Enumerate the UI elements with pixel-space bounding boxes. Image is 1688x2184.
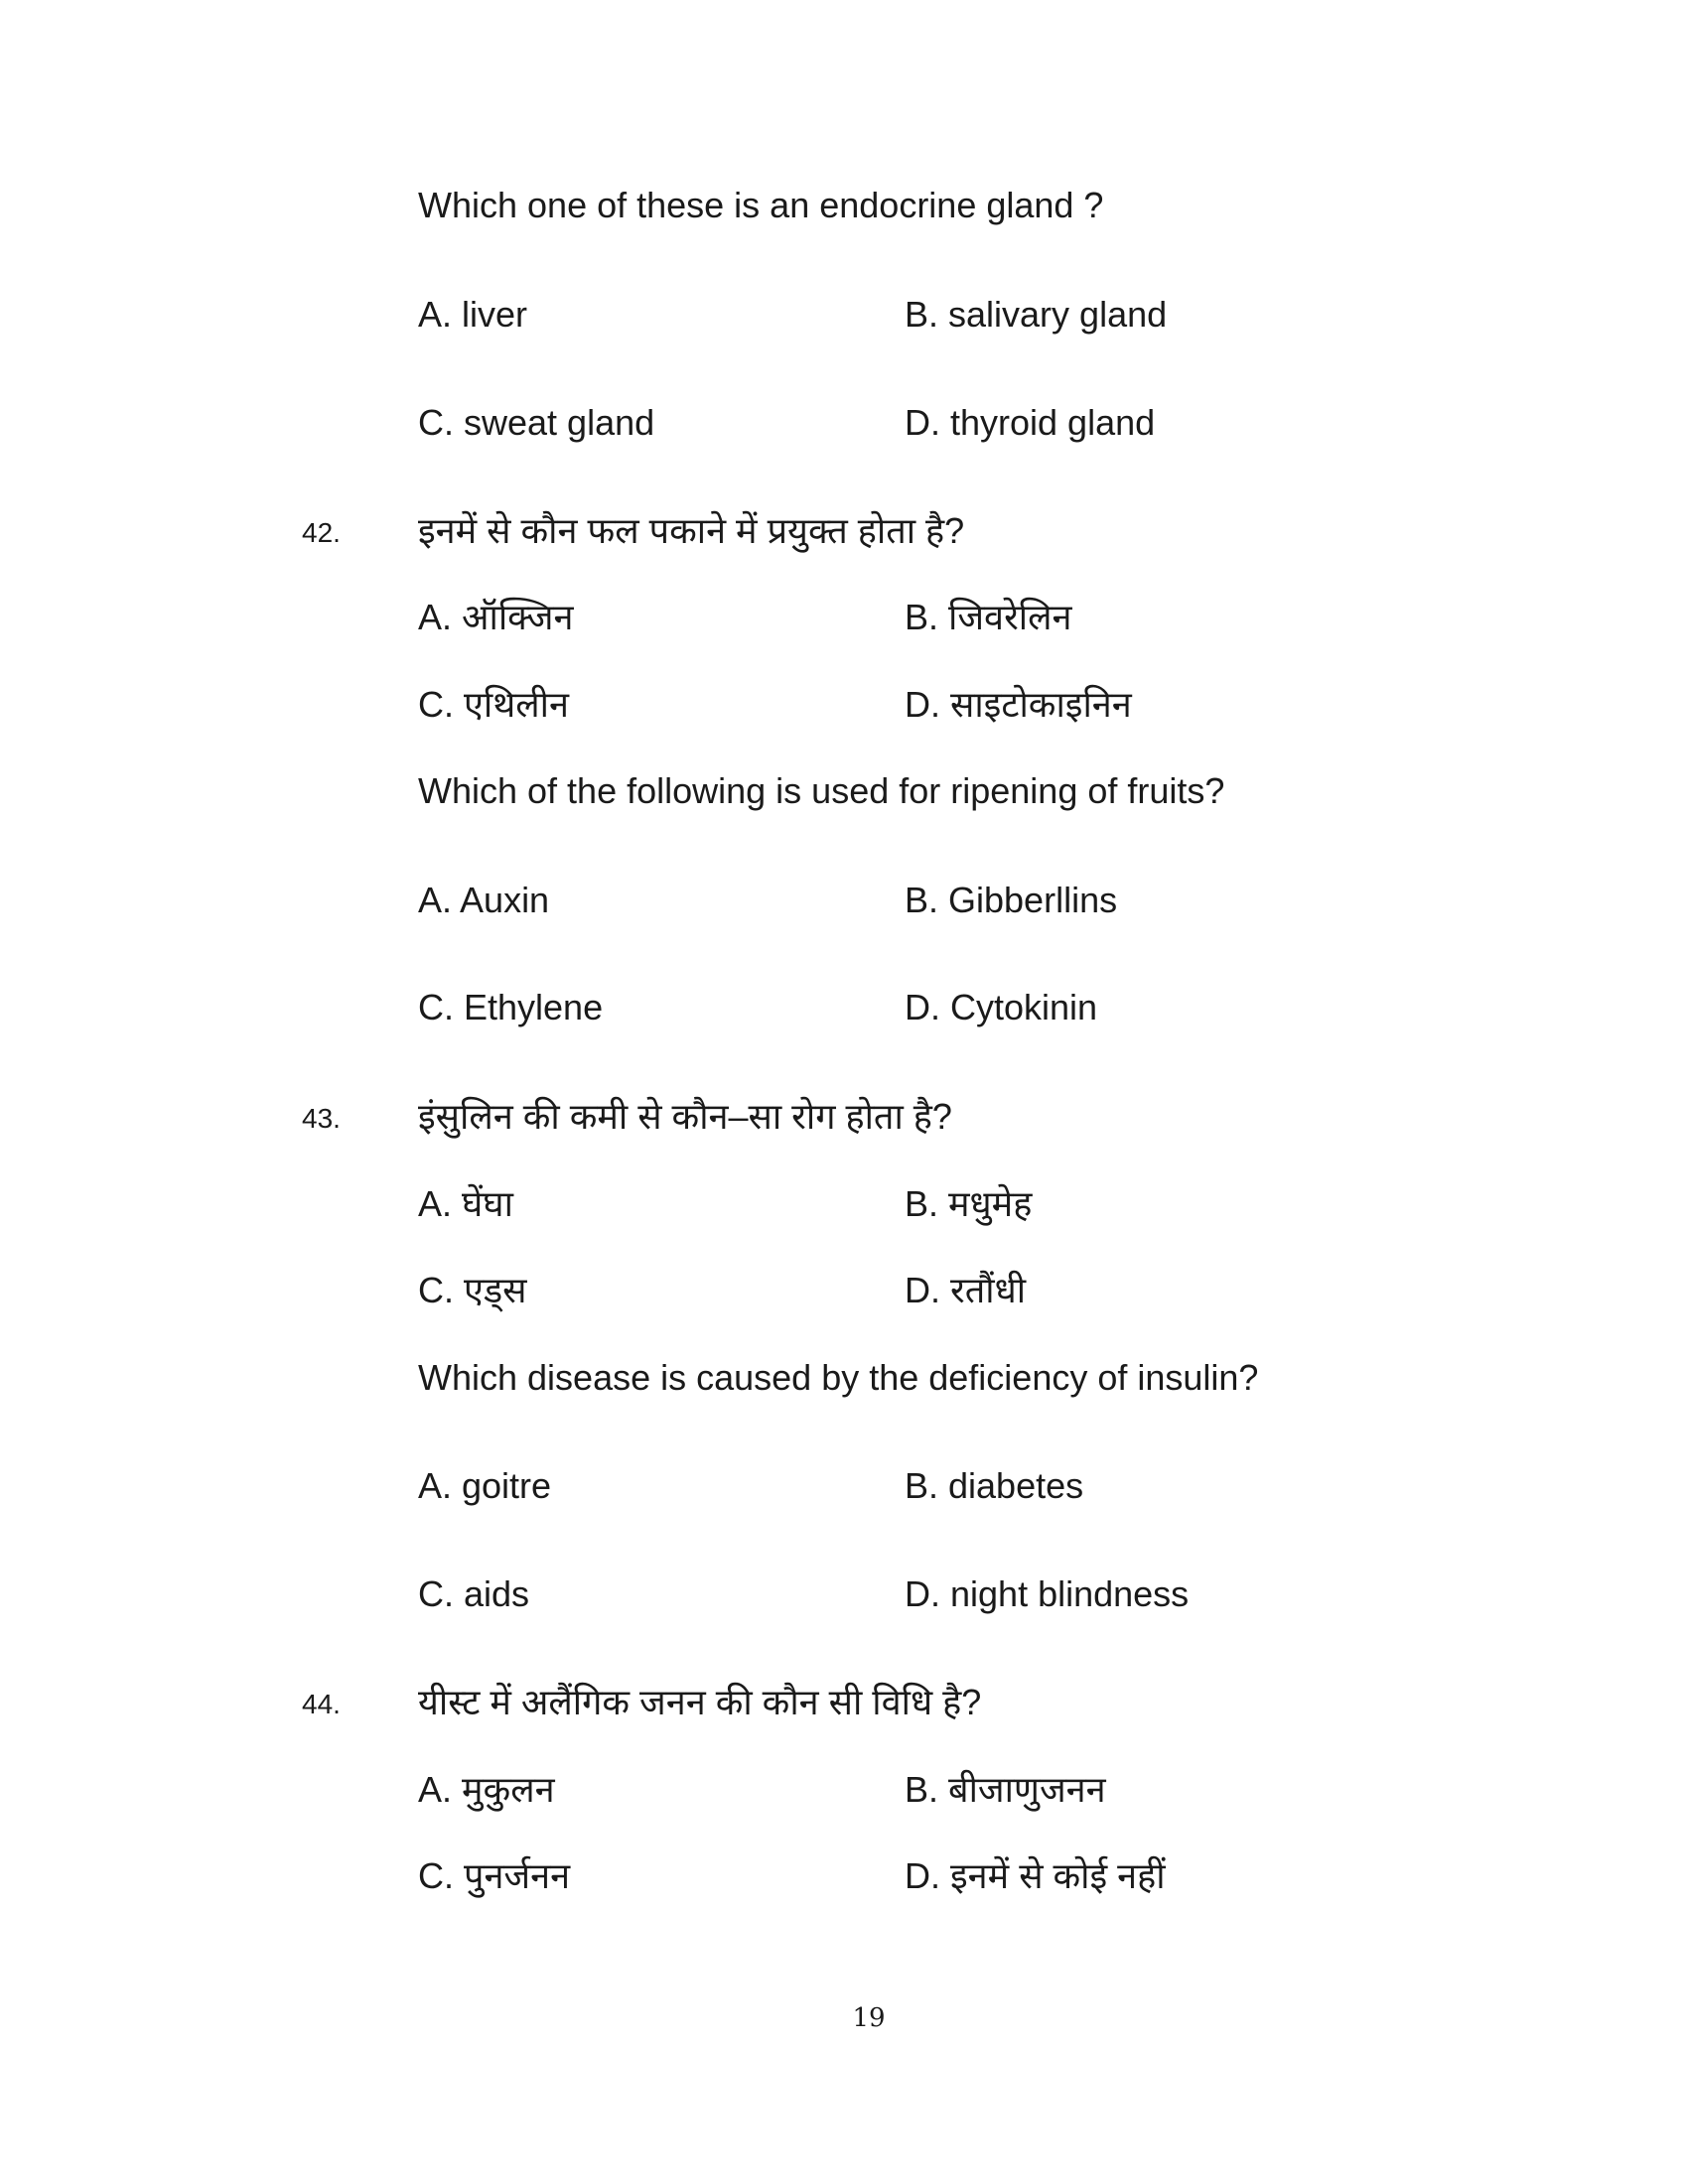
option-b: B. salivary gland — [905, 294, 1168, 335]
option-b-hindi: B. जिवरेलिन — [905, 597, 1072, 637]
option-d-hindi: D. साइटोकाइनिन — [905, 684, 1132, 725]
option-c-hindi: C. एथिलीन — [418, 684, 569, 725]
page-number: 19 — [852, 2003, 886, 2033]
question-number: 44. — [302, 1689, 341, 1719]
option-c: C. aids — [418, 1573, 530, 1614]
option-d: D. Cytokinin — [905, 987, 1098, 1027]
option-d-hindi: D. रतौंधी — [905, 1270, 1027, 1310]
option-a-hindi: A. घेंघा — [418, 1183, 513, 1224]
question-text-hindi: यीस्ट में अलैंगिक जनन की कौन सी विधि है? — [418, 1682, 982, 1722]
question-text: Which disease is caused by the deficiency of insulin? — [418, 1357, 1259, 1398]
option-a: A. goitre — [418, 1465, 552, 1506]
question-text-hindi: इनमें से कौन फल पकाने में प्रयुक्त होता है? — [418, 510, 965, 551]
question-text-hindi: इंसुलिन की कमी से कौन–सा रोग होता है? — [418, 1096, 952, 1137]
question-text: Which of the following is used for ripening of fruits? — [418, 770, 1225, 811]
option-d: D. night blindness — [905, 1573, 1190, 1614]
option-a-hindi: A. मुकुलन — [418, 1769, 555, 1810]
option-c: C. Ethylene — [418, 987, 604, 1027]
option-a-hindi: A. ऑक्जिन — [418, 597, 574, 637]
option-b: B. diabetes — [905, 1465, 1084, 1506]
option-a: A. liver — [418, 294, 528, 335]
option-b: B. Gibberllins — [905, 880, 1118, 920]
option-d-hindi: D. इनमें से कोई नहीं — [905, 1855, 1166, 1896]
option-c: C. sweat gland — [418, 402, 655, 443]
option-d: D. thyroid gland — [905, 402, 1156, 443]
option-b-hindi: B. बीजाणुजनन — [905, 1769, 1106, 1810]
option-a: A. Auxin — [418, 880, 550, 920]
question-number: 42. — [302, 517, 341, 548]
option-c-hindi: C. एड्स — [418, 1270, 527, 1310]
option-c-hindi: C. पुनर्जनन — [418, 1855, 571, 1896]
question-number: 43. — [302, 1103, 341, 1134]
question-text: Which one of these is an endocrine gland ? — [418, 185, 1104, 225]
option-b-hindi: B. मधुमेह — [905, 1183, 1033, 1224]
